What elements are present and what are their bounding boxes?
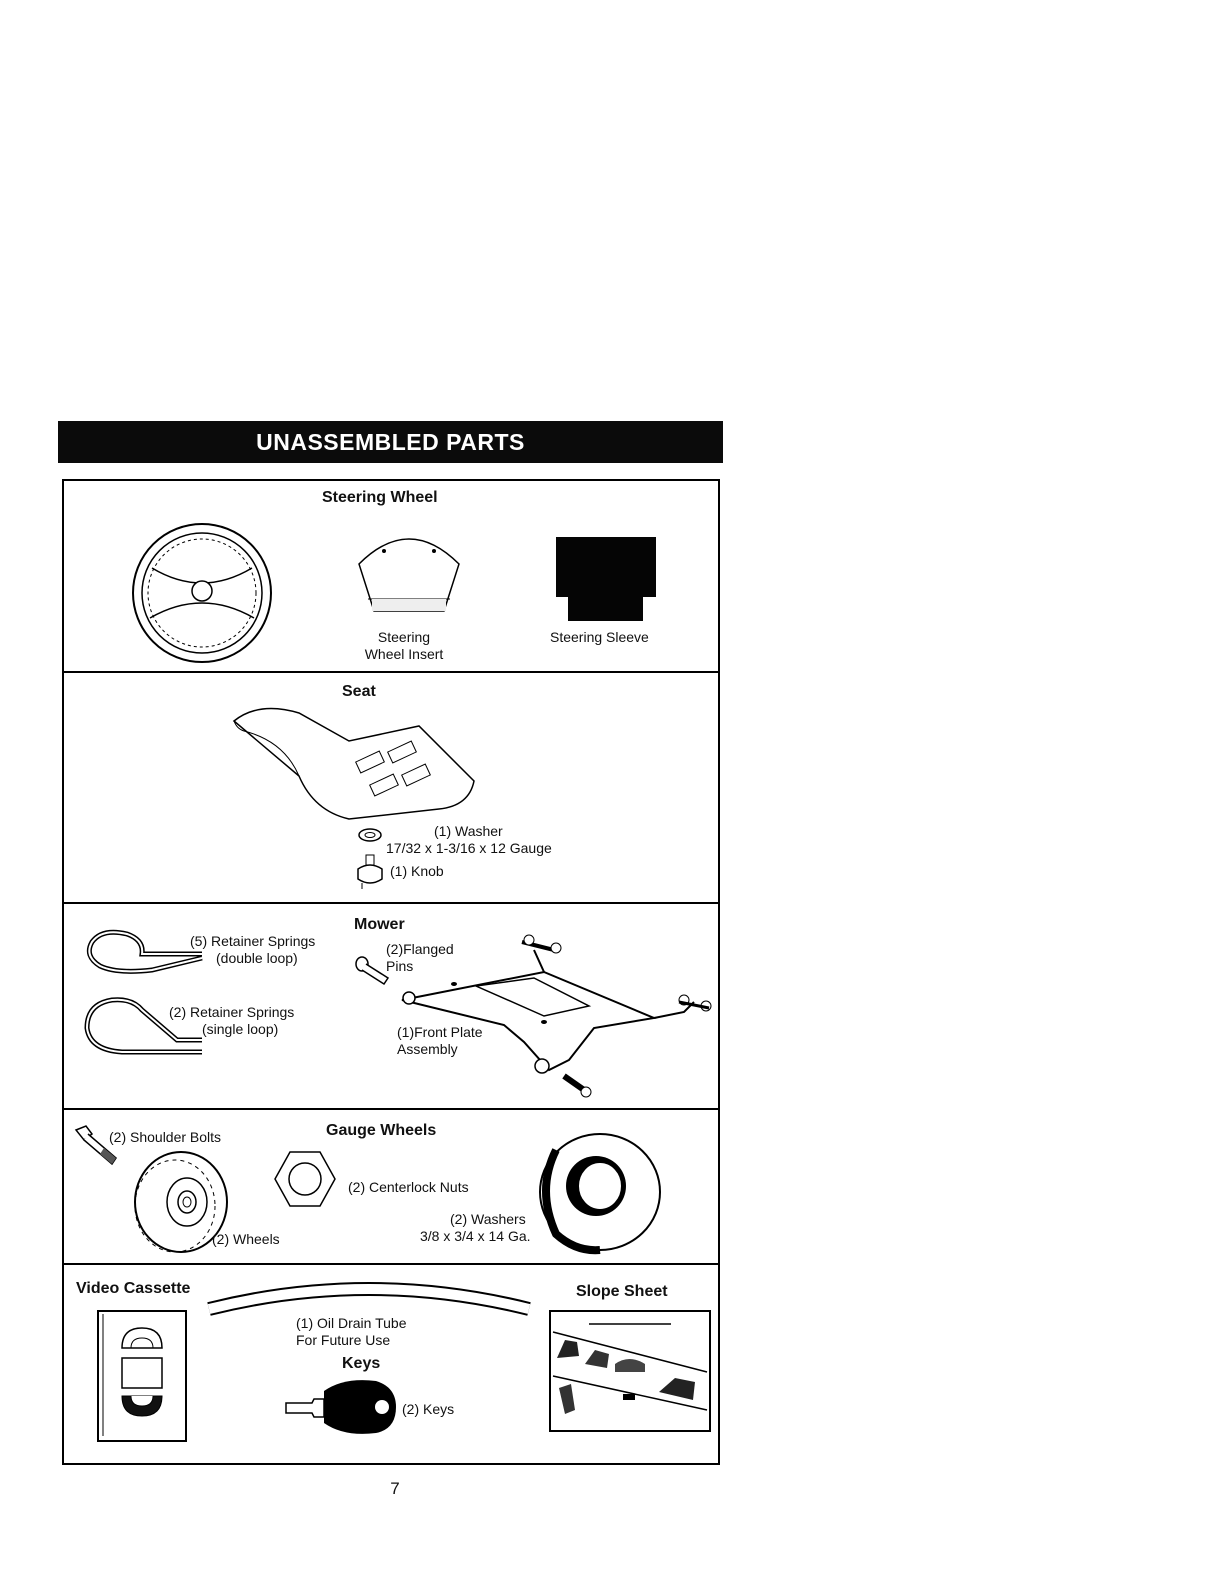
seat-heading: Seat xyxy=(342,683,376,700)
key-icon xyxy=(284,1377,399,1437)
pins-label-2: Pins xyxy=(386,958,414,974)
slope-heading: Slope Sheet xyxy=(576,1283,668,1300)
steering-heading: Steering Wheel xyxy=(322,489,438,506)
front-plate-assembly-illustration xyxy=(394,920,719,1106)
plate-label-2: Assembly xyxy=(397,1041,458,1057)
double-loop-spring-icon xyxy=(82,928,207,978)
bolts-label: (2) Shoulder Bolts xyxy=(109,1129,222,1145)
mower-heading: Mower xyxy=(354,916,405,933)
page-number: 7 xyxy=(390,1479,400,1498)
washer-label-1: (1) Washer xyxy=(434,823,503,839)
pins-label-1: (2)Flanged xyxy=(386,941,454,957)
nuts-label: (2) Centerlock Nuts xyxy=(348,1179,469,1195)
page-title-banner xyxy=(58,421,723,463)
keys-label: (2) Keys xyxy=(402,1401,455,1417)
steering-wheel-illustration xyxy=(132,523,272,663)
steering-sleeve-illustration xyxy=(556,537,656,622)
single-loop-label-2: (single loop) xyxy=(202,1021,279,1037)
parts-frame xyxy=(62,479,720,1465)
sleeve-label: Steering Sleeve xyxy=(550,629,649,645)
wheels-label: (2) Wheels xyxy=(212,1231,280,1247)
washers-label-2: 3/8 x 3/4 x 14 Ga. xyxy=(420,1228,531,1244)
washer-disc-illustration xyxy=(536,1130,666,1254)
plate-label-1: (1)Front Plate xyxy=(397,1024,483,1040)
video-cassette-icon xyxy=(97,1310,187,1442)
centerlock-nut-icon xyxy=(274,1150,336,1208)
tube-label-2: For Future Use xyxy=(296,1332,391,1348)
steering-section xyxy=(64,481,718,673)
single-loop-label-1: (2) Retainer Springs xyxy=(169,1004,295,1020)
tube-label-1: (1) Oil Drain Tube xyxy=(296,1315,407,1331)
double-loop-label-2: (double loop) xyxy=(216,950,298,966)
seat-illustration xyxy=(229,701,489,831)
seat-section xyxy=(64,673,718,904)
insert-label-2: Wheel Insert xyxy=(364,646,444,662)
gauge-heading: Gauge Wheels xyxy=(326,1122,437,1139)
gauge-wheels-section xyxy=(64,1110,718,1265)
mower-section xyxy=(64,904,718,1110)
page-title: UNASSEMBLED PARTS xyxy=(256,429,525,455)
video-heading: Video Cassette xyxy=(76,1280,191,1297)
washer-icon xyxy=(358,828,382,842)
knob-label: (1) Knob xyxy=(390,863,444,879)
slope-sheet-icon xyxy=(549,1310,711,1432)
steering-wheel-insert-illustration xyxy=(354,529,464,619)
insert-label-1: Steering xyxy=(377,629,431,645)
misc-section xyxy=(64,1265,718,1463)
keys-heading: Keys xyxy=(342,1355,381,1372)
washers-label-1: (2) Washers xyxy=(450,1211,526,1227)
double-loop-label-1: (5) Retainer Springs xyxy=(190,933,316,949)
washer-label-2: 17/32 x 1-3/16 x 12 Gauge xyxy=(386,840,552,856)
knob-icon xyxy=(356,855,386,889)
